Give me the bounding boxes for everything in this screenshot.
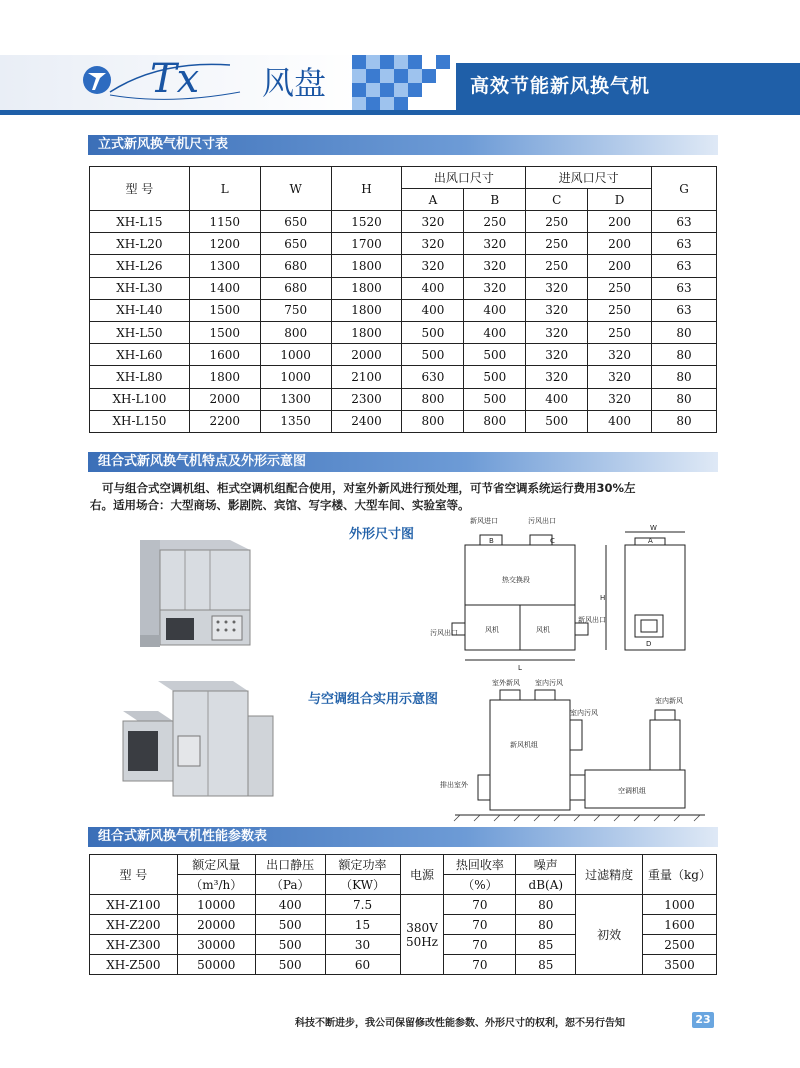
table-cell: 650	[260, 233, 331, 255]
table-cell: 80	[652, 344, 717, 366]
table-row	[90, 321, 717, 343]
table-cell: 1000	[260, 366, 331, 388]
table-cell: 3500	[643, 955, 717, 975]
table-cell: 85	[516, 955, 576, 975]
dimension-table	[89, 166, 717, 433]
table-cell: 80	[516, 895, 576, 915]
table-cell: 400	[402, 277, 464, 299]
table-cell: 1800	[331, 255, 402, 277]
table-cell: 320	[526, 277, 588, 299]
logo-wordmark: Tx	[150, 56, 200, 102]
table-cell: 400	[402, 299, 464, 321]
table-cell: 1000	[643, 895, 717, 915]
table-cell: XH-L50	[90, 321, 190, 343]
label-fresh-in: 新风进口	[470, 517, 498, 525]
table-cell: 400	[526, 388, 588, 410]
table-cell: 800	[260, 321, 331, 343]
table-cell: 63	[652, 255, 717, 277]
table-cell: 1800	[331, 277, 402, 299]
table-cell: 400	[255, 895, 325, 915]
table-cell: XH-L100	[90, 388, 190, 410]
table-cell: 1200	[189, 233, 260, 255]
table-cell: 1150	[189, 211, 260, 233]
table-cell: 500	[402, 321, 464, 343]
supply-cell	[400, 895, 444, 975]
table-cell: XH-L60	[90, 344, 190, 366]
table-cell: 320	[464, 255, 526, 277]
performance-table	[89, 854, 717, 975]
table-cell: 250	[464, 211, 526, 233]
section-title: 组合式新风换气机性能参数表	[98, 829, 268, 844]
supply-frequency: 50Hz	[405, 934, 438, 949]
table-cell: 500	[464, 344, 526, 366]
table-cell: 250	[588, 299, 652, 321]
section-bar-performance	[88, 827, 718, 847]
page-number: 23	[692, 1012, 714, 1028]
header-noise-unit: dB(A)	[516, 875, 576, 895]
label-B: B	[489, 537, 494, 545]
table-cell: XH-L26	[90, 255, 190, 277]
table-cell: 1800	[331, 299, 402, 321]
header-airflow: 额定风量	[177, 855, 255, 875]
header-W: W	[260, 167, 331, 211]
table-cell: 1400	[189, 277, 260, 299]
label-C: C	[550, 537, 555, 545]
table-cell: 200	[588, 211, 652, 233]
table-cell: 2500	[643, 935, 717, 955]
table-row	[90, 388, 717, 410]
table-cell: 20000	[177, 915, 255, 935]
header-power-unit: （KW）	[325, 875, 400, 895]
table-cell: 80	[652, 321, 717, 343]
label-indoor-fresh: 室内新风	[655, 697, 683, 705]
table-cell: 320	[526, 344, 588, 366]
label-heat-exchange: 热交换段	[502, 576, 530, 584]
desc-line: 可与组合式空调机组、柜式空调机组配合使用，对室外新风进行预处理，可节省空调系统运行费用30%左	[102, 481, 636, 495]
table-cell: 80	[652, 388, 717, 410]
table-cell: 30000	[177, 935, 255, 955]
table-cell: 320	[526, 366, 588, 388]
header-G: G	[652, 167, 717, 211]
label-fresh-port: 新风出口	[578, 616, 606, 624]
label-L: L	[518, 664, 522, 672]
table-cell: 320	[402, 233, 464, 255]
table-cell: 320	[464, 233, 526, 255]
header-L: L	[189, 167, 260, 211]
table-cell: 400	[464, 321, 526, 343]
dimension-drawing	[430, 510, 720, 680]
table-cell: 1500	[189, 321, 260, 343]
header-inlet: 进风口尺寸	[526, 167, 652, 189]
page-title: 高效节能新风换气机	[470, 75, 651, 97]
section-title: 立式新风换气机尺寸表	[98, 137, 229, 152]
table-cell: 320	[464, 277, 526, 299]
table-cell: 250	[526, 233, 588, 255]
product-image-horizontal-unit	[118, 676, 278, 806]
label-ac-unit: 空调机组	[618, 787, 646, 795]
table-cell: 2000	[189, 388, 260, 410]
table-cell: 250	[588, 277, 652, 299]
table-cell: 1800	[331, 321, 402, 343]
table-cell: 250	[526, 255, 588, 277]
table-cell: 80	[516, 915, 576, 935]
header-A: A	[402, 189, 464, 211]
table-cell: 85	[516, 935, 576, 955]
table-cell: XH-Z100	[90, 895, 178, 915]
label-D: D	[646, 640, 652, 648]
header-weight: 重量（kg）	[643, 855, 717, 895]
table-cell: 500	[402, 344, 464, 366]
table-cell: 70	[444, 895, 516, 915]
table-cell: 1300	[189, 255, 260, 277]
table-cell: 50000	[177, 955, 255, 975]
table-row	[90, 895, 717, 915]
table-cell: 63	[652, 299, 717, 321]
header-model: 型 号	[90, 167, 190, 211]
table-cell: 800	[402, 410, 464, 432]
table-cell: 1300	[260, 388, 331, 410]
table-cell: 320	[588, 388, 652, 410]
filter-cell: 初效	[576, 895, 643, 975]
header-H: H	[331, 167, 402, 211]
header-supply: 电源	[400, 855, 444, 895]
table-cell: 650	[260, 211, 331, 233]
table-cell: 63	[652, 277, 717, 299]
table-cell: 70	[444, 935, 516, 955]
table-cell: XH-Z500	[90, 955, 178, 975]
table-cell: XH-Z200	[90, 915, 178, 935]
table-cell: 250	[588, 321, 652, 343]
table-cell: 10000	[177, 895, 255, 915]
table-row	[90, 410, 717, 432]
product-image-vertical-unit	[130, 530, 260, 655]
dimension-diagram-title: 外形尺寸图	[349, 527, 415, 542]
table-cell: 1000	[260, 344, 331, 366]
table-cell: 2000	[331, 344, 402, 366]
table-row	[90, 299, 717, 321]
table-cell: 2100	[331, 366, 402, 388]
header-outlet: 出风口尺寸	[402, 167, 526, 189]
supply-voltage: 380V	[406, 920, 438, 935]
combination-drawing	[440, 675, 720, 825]
footer-note: 科技不断进步，我公司保留修改性能参数、外形尺寸的权利，恕不另行告知	[295, 1018, 625, 1029]
header-D: D	[588, 189, 652, 211]
table-row	[90, 277, 717, 299]
table-cell: 200	[588, 233, 652, 255]
table-cell: 30	[325, 935, 400, 955]
table-cell: 680	[260, 277, 331, 299]
section-title: 组合式新风换气机特点及外形示意图	[98, 454, 307, 469]
table-cell: 500	[255, 915, 325, 935]
table-cell: XH-L30	[90, 277, 190, 299]
table-header-row	[90, 167, 717, 189]
label-indoor-exhaust: 室内污风	[535, 679, 563, 687]
table-cell: 250	[526, 211, 588, 233]
table-cell: 1800	[189, 366, 260, 388]
table-cell: XH-L15	[90, 211, 190, 233]
table-cell: 320	[402, 255, 464, 277]
table-cell: 2400	[331, 410, 402, 432]
section-bar-features	[88, 452, 718, 472]
label-fan-1: 风机	[485, 626, 499, 634]
label-outdoor-fresh: 室外新风	[492, 679, 520, 687]
header-pressure-unit: （Pa）	[255, 875, 325, 895]
table-cell: 15	[325, 915, 400, 935]
table-cell: XH-L150	[90, 410, 190, 432]
table-cell: 800	[464, 410, 526, 432]
label-exhaust-port: 污风出口	[430, 629, 458, 637]
header-C: C	[526, 189, 588, 211]
table-cell: XH-Z300	[90, 935, 178, 955]
table-cell: 80	[652, 366, 717, 388]
table-cell: 1520	[331, 211, 402, 233]
table-cell: XH-L20	[90, 233, 190, 255]
table-cell: 1600	[643, 915, 717, 935]
table-cell: 2200	[189, 410, 260, 432]
table-row	[90, 344, 717, 366]
table-cell: 500	[255, 935, 325, 955]
header-efficiency: 热回收率	[444, 855, 516, 875]
table-cell: 1700	[331, 233, 402, 255]
brand-name: 风盘	[262, 64, 327, 102]
table-cell: XH-L80	[90, 366, 190, 388]
table-cell: 680	[260, 255, 331, 277]
header-efficiency-unit: （%）	[444, 875, 516, 895]
table-cell: 63	[652, 211, 717, 233]
header-airflow-unit: （m³/h）	[177, 875, 255, 895]
table-cell: 320	[402, 211, 464, 233]
header-pressure: 出口静压	[255, 855, 325, 875]
header-model: 型 号	[90, 855, 178, 895]
table-cell: 200	[588, 255, 652, 277]
table-cell: 320	[588, 344, 652, 366]
table-row	[90, 233, 717, 255]
table-cell: 400	[464, 299, 526, 321]
table-cell: 500	[526, 410, 588, 432]
table-header-row	[90, 855, 717, 875]
table-cell: 500	[255, 955, 325, 975]
table-cell: 800	[402, 388, 464, 410]
table-cell: 1500	[189, 299, 260, 321]
combo-diagram-title: 与空调组合实用示意图	[308, 692, 439, 707]
table-cell: 630	[402, 366, 464, 388]
label-discharge: 排出室外	[440, 781, 468, 789]
header-B: B	[464, 189, 526, 211]
desc-line: 右。适用场合：大型商场、影剧院、宾馆、写字楼、大型车间、实验室等。	[90, 498, 470, 512]
label-W: W	[650, 524, 657, 532]
table-cell: 70	[444, 955, 516, 975]
section-bar-dimensions	[88, 135, 718, 155]
table-cell: 750	[260, 299, 331, 321]
table-cell: 1600	[189, 344, 260, 366]
table-cell: 320	[526, 321, 588, 343]
table-row	[90, 211, 717, 233]
table-row	[90, 255, 717, 277]
table-cell: 1350	[260, 410, 331, 432]
header-power: 额定功率	[325, 855, 400, 875]
table-cell: 500	[464, 366, 526, 388]
table-cell: 320	[588, 366, 652, 388]
table-cell: 7.5	[325, 895, 400, 915]
table-cell: 400	[588, 410, 652, 432]
table-cell: 320	[526, 299, 588, 321]
label-H: H	[600, 594, 606, 602]
label-exhaust-out: 污风出口	[528, 517, 556, 525]
feature-description	[90, 480, 720, 514]
table-cell: 80	[652, 410, 717, 432]
table-cell: 2300	[331, 388, 402, 410]
header-filter: 过滤精度	[576, 855, 643, 895]
table-cell: XH-L40	[90, 299, 190, 321]
table-row	[90, 366, 717, 388]
header-noise: 噪声	[516, 855, 576, 875]
label-fan-2: 风机	[536, 626, 550, 634]
table-cell: 60	[325, 955, 400, 975]
label-A: A	[648, 537, 653, 545]
table-cell: 70	[444, 915, 516, 935]
label-indoor-exhaust-2: 室内污风	[570, 709, 598, 717]
table-cell: 500	[464, 388, 526, 410]
label-unit: 新风机组	[510, 741, 538, 749]
table-cell: 63	[652, 233, 717, 255]
